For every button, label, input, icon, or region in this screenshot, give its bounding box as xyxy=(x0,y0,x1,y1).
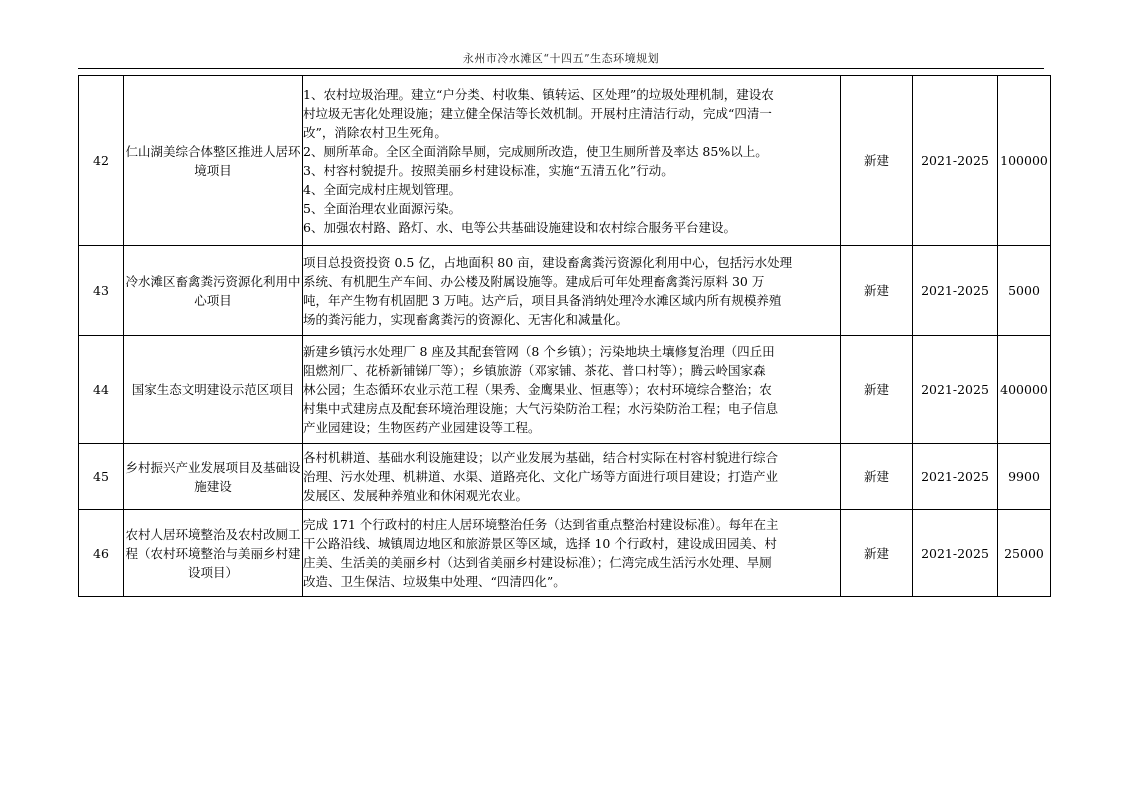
construction-type: 新建 xyxy=(841,510,913,597)
project-content xyxy=(303,76,841,246)
construction-period: 2021-2025 xyxy=(913,76,998,246)
project-name: 农村人居环境整治及农村改厕工程（农村环境整治与美丽乡村建设项目） xyxy=(124,510,303,597)
project-content-line: 发展区、发展种养殖业和休闲观光农业。 xyxy=(303,488,529,503)
investment-amount: 100000 xyxy=(998,76,1051,246)
construction-period: 2021-2025 xyxy=(913,246,998,336)
project-content-line: 项目总投资投资 0.5 亿，占地面积 80 亩，建设畜禽粪污资源化利用中心，包括污水处理 xyxy=(303,254,793,270)
project-content-line: 各村机耕道、基础水利设施建设；以产业发展为基础，结合村实际在村容村貌进行综合 xyxy=(303,450,779,465)
project-content-line: 干公路沿线、城镇周边地区和旅游景区等区域，选择 10 个行政村，建设成田园美、村 xyxy=(303,536,777,551)
project-content-line: 1、农村垃圾治理。建立“户分类、村收集、镇转运、区处理”的垃圾处理机制，建设农 xyxy=(303,86,774,102)
project-content-line: 6、加强农村路、路灯、水、电等公共基础设施建设和农村综合服务平台建设。 xyxy=(303,219,736,235)
project-name: 乡村振兴产业发展项目及基础设施建设 xyxy=(124,444,303,510)
project-number: 45 xyxy=(79,444,124,510)
project-content-line: 5、全面治理农业面源污染。 xyxy=(303,200,461,216)
project-number: 46 xyxy=(79,510,124,597)
project-content-line: 治理、污水处理、机耕道、水渠、道路亮化、文化广场等方面进行项目建设；打造产业 xyxy=(303,469,779,484)
investment-amount: 9900 xyxy=(998,444,1051,510)
table-row xyxy=(79,510,1051,597)
construction-type: 新建 xyxy=(841,246,913,336)
table-row xyxy=(79,76,1051,246)
project-content xyxy=(303,444,841,510)
header-rule xyxy=(78,68,1044,69)
projects-table xyxy=(78,75,1051,597)
project-content-line: 完成 171 个行政村的村庄人居环境整治任务（达到省重点整治村建设标准）。每年在主 xyxy=(303,517,779,532)
construction-period: 2021-2025 xyxy=(913,510,998,597)
construction-period: 2021-2025 xyxy=(913,444,998,510)
construction-period: 2021-2025 xyxy=(913,336,998,444)
investment-amount: 5000 xyxy=(998,246,1051,336)
project-name: 仁山湖美综合体整区推进人居环境项目 xyxy=(124,76,303,246)
construction-type: 新建 xyxy=(841,336,913,444)
project-content-line: 系统、有机肥生产车间、办公楼及附属设施等。建成后可年处理畜禽粪污原料 30 万 xyxy=(303,273,765,289)
project-content-line: 吨，年产生物有机固肥 3 万吨。达产后，项目具备消纳处理冷水滩区域内所有规模养殖 xyxy=(303,292,782,308)
project-name: 国家生态文明建设示范区项目 xyxy=(124,336,303,444)
project-content-line: 4、全面完成村庄规划管理。 xyxy=(303,181,461,197)
project-content xyxy=(303,510,841,597)
project-content-line: 改”，消除农村卫生死角。 xyxy=(303,124,447,140)
project-number: 42 xyxy=(79,76,124,246)
project-content-line: 2、厕所革命。全区全面消除旱厕，完成厕所改造，使卫生厕所普及率达 85%以上。 xyxy=(303,143,768,159)
construction-type: 新建 xyxy=(841,444,913,510)
project-content-line: 改造、卫生保洁、垃圾集中处理、“四清四化”。 xyxy=(303,574,566,589)
project-number: 44 xyxy=(79,336,124,444)
page-header: 永州市冷水滩区“十四五”生态环境规划 xyxy=(462,52,660,65)
project-content-line: 庄美、生活美的美丽乡村（达到省美丽乡村建设标准）；仁湾完成生活污水处理、旱厕 xyxy=(303,555,772,570)
table-row xyxy=(79,246,1051,336)
investment-amount: 400000 xyxy=(998,336,1051,444)
project-content-line: 新建乡镇污水处理厂 8 座及其配套管网（8 个乡镇）；污染地块土壤修复治理（四丘田 xyxy=(303,344,775,359)
project-content xyxy=(303,246,841,336)
projects-table-body xyxy=(79,76,1051,597)
project-number: 43 xyxy=(79,246,124,336)
project-content-line: 林公园；生态循环农业示范工程（果秀、金鹰果业、恒惠等）；农村环境综合整治；农 xyxy=(303,382,772,397)
project-content-line: 村集中式建房点及配套环境治理设施；大气污染防治工程；水污染防治工程；电子信息 xyxy=(303,401,779,416)
project-content-line: 产业园建设；生物医药产业园建设等工程。 xyxy=(303,420,541,435)
project-name: 冷水滩区畜禽粪污资源化利用中心项目 xyxy=(124,246,303,336)
investment-amount: 25000 xyxy=(998,510,1051,597)
table-row xyxy=(79,336,1051,444)
project-content xyxy=(303,336,841,444)
project-content-line: 场的粪污能力，实现畜禽粪污的资源化、无害化和减量化。 xyxy=(303,311,629,327)
project-content-line: 阻燃剂厂、花桥新铺锑厂等）；乡镇旅游（邓家铺、茶花、普口村等）；腾云岭国家森 xyxy=(303,363,766,378)
project-content-line: 3、村容村貌提升。按照美丽乡村建设标准，实施“五清五化”行动。 xyxy=(303,162,674,178)
table-row xyxy=(79,444,1051,510)
construction-type: 新建 xyxy=(841,76,913,246)
project-content-line: 村垃圾无害化处理设施；建立健全保洁等长效机制。开展村庄清洁行动，完成“四清一 xyxy=(303,105,772,121)
